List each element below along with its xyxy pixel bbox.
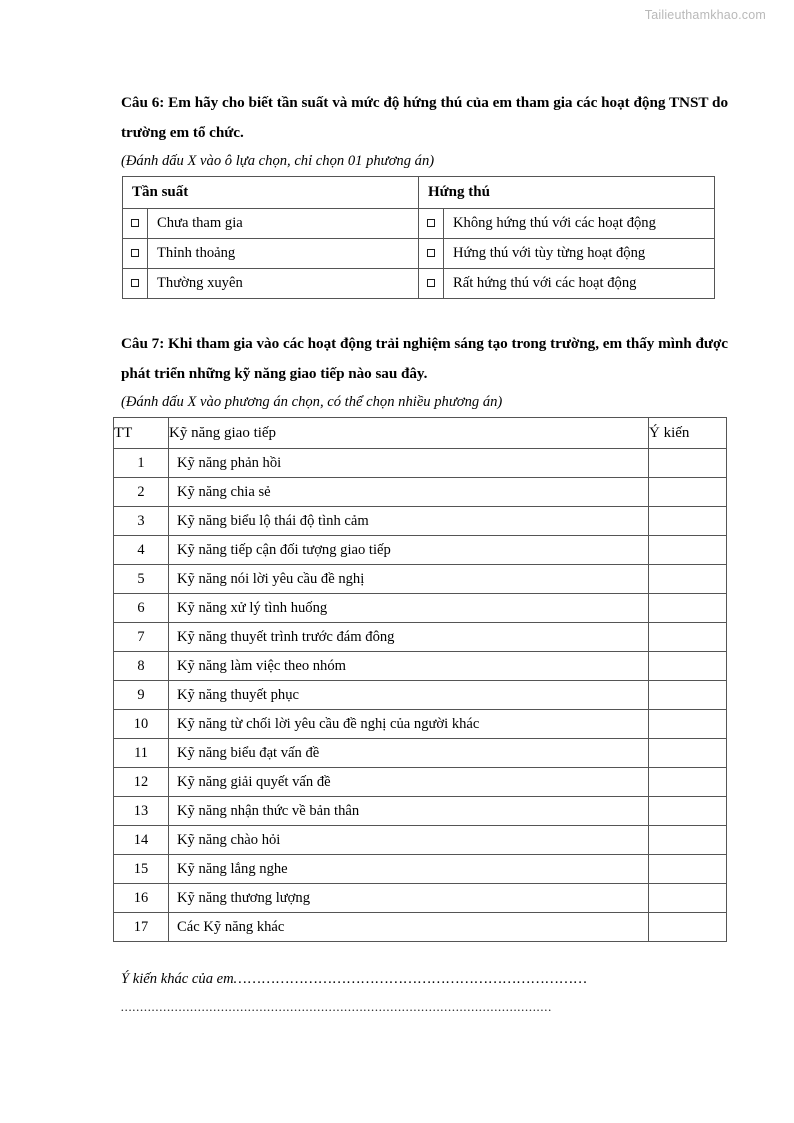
empty-checkbox-icon[interactable] [131, 249, 139, 257]
table-row [123, 239, 715, 269]
skill-index: 16 [114, 884, 169, 913]
opinion-input-cell[interactable] [649, 768, 727, 797]
table-row [114, 797, 727, 826]
table-row [114, 623, 727, 652]
column-header-skill: Kỹ năng giao tiếp [169, 418, 649, 449]
table-row [114, 565, 727, 594]
skill-index: 3 [114, 507, 169, 536]
skill-index: 10 [114, 710, 169, 739]
empty-checkbox-icon[interactable] [131, 279, 139, 287]
interest-checkbox-cell-2[interactable] [419, 239, 444, 269]
opinion-input-cell[interactable] [649, 507, 727, 536]
skill-label: Kỹ năng thương lượng [169, 884, 649, 913]
skill-label: Kỹ năng biểu lộ thái độ tình cảm [169, 507, 649, 536]
opinion-input-cell[interactable] [649, 652, 727, 681]
interest-checkbox-cell-3[interactable] [419, 269, 444, 299]
interest-checkbox-cell-1[interactable] [419, 209, 444, 239]
skill-label: Kỹ năng từ chối lời yêu cầu đề nghị của người khác [169, 710, 649, 739]
skill-index: 14 [114, 826, 169, 855]
skill-label: Các Kỹ năng khác [169, 913, 649, 942]
question-7-title: Câu 7: Khi tham gia vào các hoạt động trải nghiệm sáng tạo trong trường, em thấy mình được phát triển những kỹ năng giao tiếp nào sau đây. [121, 335, 728, 382]
site-watermark: Tailieuthamkhao.com [644, 8, 766, 22]
skill-index: 11 [114, 739, 169, 768]
skill-label: Kỹ năng tiếp cận đối tượng giao tiếp [169, 536, 649, 565]
table-row [114, 681, 727, 710]
skill-index: 9 [114, 681, 169, 710]
skill-label: Kỹ năng biểu đạt vấn đề [169, 739, 649, 768]
table-row [114, 652, 727, 681]
skill-index: 12 [114, 768, 169, 797]
question-7-instruction: (Đánh dấu X vào phương án chọn, có thể chọn nhiều phương án) [121, 394, 503, 410]
other-opinion-line-2[interactable] [121, 993, 728, 1020]
opinion-input-cell[interactable] [649, 739, 727, 768]
table-row [114, 913, 727, 942]
skill-label: Kỹ năng chia sẻ [169, 478, 649, 507]
frequency-option-1: Chưa tham gia [148, 209, 419, 239]
dotted-fill-2[interactable]: ................................................................................................................ [121, 999, 553, 1014]
skill-index: 5 [114, 565, 169, 594]
skill-label: Kỹ năng lắng nghe [169, 855, 649, 884]
empty-checkbox-icon[interactable] [427, 279, 435, 287]
table-row [114, 739, 727, 768]
column-header-tt: TT [114, 418, 169, 449]
empty-checkbox-icon[interactable] [427, 249, 435, 257]
table-header-row [123, 177, 715, 209]
question-6-instruction: (Đánh dấu X vào ô lựa chọn, chỉ chọn 01 phương án) [121, 153, 435, 169]
opinion-input-cell[interactable] [649, 623, 727, 652]
opinion-input-cell[interactable] [649, 884, 727, 913]
skills-table-body [114, 449, 727, 942]
opinion-input-cell[interactable] [649, 855, 727, 884]
table-row [114, 710, 727, 739]
question-6-title: Câu 6: Em hãy cho biết tần suất và mức độ hứng thú của em tham gia các hoạt động TNST do trường em tổ chức. [121, 94, 728, 141]
table-row [114, 768, 727, 797]
column-header-interest: Hứng thú [419, 177, 715, 209]
other-opinion-line-1 [121, 966, 728, 993]
frequency-option-3: Thường xuyên [148, 269, 419, 299]
skill-label: Kỹ năng thuyết phục [169, 681, 649, 710]
table-row [114, 507, 727, 536]
skill-index: 2 [114, 478, 169, 507]
frequency-checkbox-cell-1[interactable] [123, 209, 148, 239]
opinion-input-cell[interactable] [649, 913, 727, 942]
table-header-row [114, 418, 727, 449]
skill-index: 15 [114, 855, 169, 884]
table-row [114, 855, 727, 884]
opinion-input-cell[interactable] [649, 565, 727, 594]
table-row [114, 884, 727, 913]
skill-label: Kỹ năng xử lý tình huống [169, 594, 649, 623]
column-header-frequency: Tần suất [123, 177, 419, 209]
skill-index: 4 [114, 536, 169, 565]
interest-option-1: Không hứng thú với các hoạt động [444, 209, 715, 239]
skill-label: Kỹ năng thuyết trình trước đám đông [169, 623, 649, 652]
skill-index: 7 [114, 623, 169, 652]
skill-index: 6 [114, 594, 169, 623]
skill-label: Kỹ năng giải quyết vấn đề [169, 768, 649, 797]
skill-index: 8 [114, 652, 169, 681]
table-row [114, 826, 727, 855]
skill-label: Kỹ năng phản hồi [169, 449, 649, 478]
skill-index: 1 [114, 449, 169, 478]
opinion-input-cell[interactable] [649, 449, 727, 478]
skill-label: Kỹ năng chào hỏi [169, 826, 649, 855]
opinion-input-cell[interactable] [649, 681, 727, 710]
empty-checkbox-icon[interactable] [427, 219, 435, 227]
opinion-input-cell[interactable] [649, 826, 727, 855]
other-opinion-label: Ý kiến khác của em [121, 971, 234, 987]
dotted-fill-1[interactable]: ………………………………………………………………… [233, 971, 589, 987]
opinion-input-cell[interactable] [649, 797, 727, 826]
table-row [114, 594, 727, 623]
frequency-checkbox-cell-3[interactable] [123, 269, 148, 299]
opinion-input-cell[interactable] [649, 594, 727, 623]
skill-label: Kỹ năng nhận thức về bản thân [169, 797, 649, 826]
skill-index: 13 [114, 797, 169, 826]
frequency-interest-table [122, 176, 715, 299]
empty-checkbox-icon[interactable] [131, 219, 139, 227]
frequency-option-2: Thỉnh thoảng [148, 239, 419, 269]
opinion-input-cell[interactable] [649, 536, 727, 565]
opinion-input-cell[interactable] [649, 478, 727, 507]
interest-option-3: Rất hứng thú với các hoạt động [444, 269, 715, 299]
column-header-opinion: Ý kiến [649, 418, 727, 449]
communication-skills-table [113, 417, 727, 942]
skill-label: Kỹ năng làm việc theo nhóm [169, 652, 649, 681]
other-opinion-section [121, 966, 728, 1020]
table-row [123, 269, 715, 299]
frequency-checkbox-cell-2[interactable] [123, 239, 148, 269]
document-content [113, 88, 728, 1020]
skill-label: Kỹ năng nói lời yêu cầu đề nghị [169, 565, 649, 594]
skill-index: 17 [114, 913, 169, 942]
table-row [114, 478, 727, 507]
opinion-input-cell[interactable] [649, 710, 727, 739]
table-row [114, 449, 727, 478]
table-row [123, 209, 715, 239]
table-row [114, 536, 727, 565]
interest-option-2: Hứng thú với tùy từng hoạt động [444, 239, 715, 269]
